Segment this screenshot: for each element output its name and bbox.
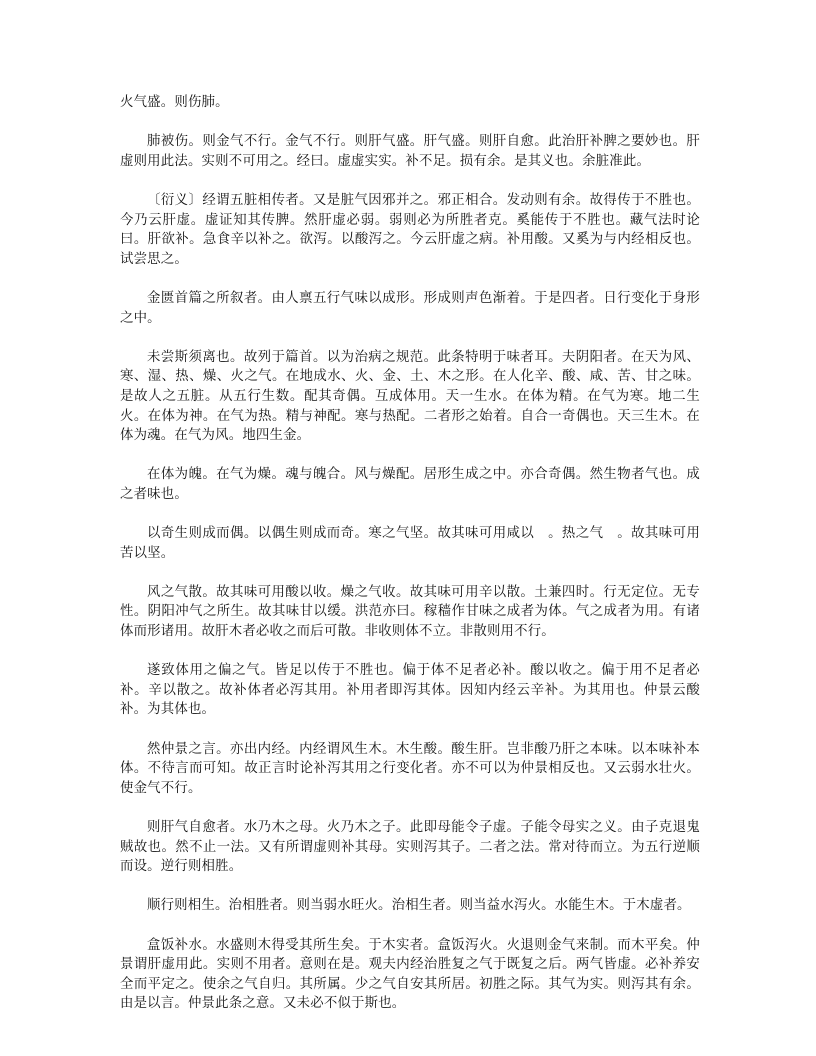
paragraph-8: 风之气散。故其味可用酸以收。燥之气收。故其味可用辛以散。土兼四时。行无定位。无专性。阴阳冲气之所生。故其味甘以缓。洪范亦曰。稼穑作甘味之成者为体。气之成者为用。有诸体而形诸用。故肝木者必收之而后可散。非收则体不立。非散则用不行。	[120, 584, 700, 640]
paragraph-gap	[120, 328, 700, 348]
paragraph-11: 则肝气自愈者。水乃木之母。火乃木之子。此即母能令子虚。子能令母实之义。由子克退鬼贼故也。然不止一法。又有所谓虚则补其母。实则泻其子。二者之法。常对待而立。为五行逆顺而设。逆行则相胜。	[120, 819, 700, 875]
paragraph-gap	[120, 171, 700, 191]
paragraph-4: 金匮首篇之所叙者。由人禀五行气味以成形。形成则声色渐着。于是四者。日行变化于身形之中。	[120, 290, 700, 326]
paragraph-gap	[120, 798, 700, 818]
paragraph-12: 顺行则相生。治相胜者。则当弱水旺火。治相生者。则当益水泻火。水能生木。于木虚者。	[147, 898, 691, 914]
paragraph-13: 盒饭补水。水盛则木得受其所生矣。于木实者。盒饭泻火。火退则金气来制。而木平矣。仲景谓肝虚用此。实则不用者。意则在是。观夫内经治胜复之气于既复之后。两气皆虚。必补养安全而平定之。使余之气自归。其所属。少之气自安其所居。初胜之际。其气为实。则泻其有余。由是以言。仲景此条之意。又未必不似于斯也。	[120, 937, 700, 1012]
paragraph-gap	[120, 113, 700, 133]
paragraph-gap	[120, 504, 700, 524]
paragraph-gap	[120, 642, 700, 662]
paragraph-7: 以奇生则成而偶。以偶生则成而奇。寒之气坚。故其味可用咸以 。热之气 。故其味可用苦以坚。	[120, 526, 700, 561]
paragraph-gap	[120, 877, 700, 897]
paragraph-2: 肺被伤。则金气不行。金气不行。则肝气盛。肝气盛。则肝自愈。此治肝补脾之要妙也。肝虚则用此法。实则不可用之。经曰。虚虚实实。补不足。损有余。是其义也。余脏准此。	[120, 134, 700, 169]
paragraph-6: 在体为魄。在气为燥。魂与魄合。风与燥配。居形生成之中。亦合奇偶。然生物者气也。成之者味也。	[120, 467, 700, 502]
paragraph-9: 遂致体用之偏之气。皆足以传于不胜也。偏于体不足者必补。酸以收之。偏于用不足者必补。辛以散之。故补体者必泻其用。补用者即泻其体。因知内经云辛补。为其用也。仲景云酸补。为其体也。	[120, 663, 700, 718]
paragraph-gap	[120, 269, 700, 289]
paragraph-3: 〔衍义〕经谓五脏相传者。又是脏气因邪并之。邪正相合。发动则有余。故得传于不胜也。今乃云肝虚。虚证知其传脾。然肝虚必弱。弱则必为所胜者克。奚能传于不胜也。藏气法时论曰。肝欲补。急食辛以补之。欲泻。以酸泻之。今云肝虚之病。补用酸。又奚为与内经相反也。试尝思之。	[120, 192, 700, 267]
paragraph-gap	[120, 720, 700, 740]
document-page	[120, 93, 700, 1014]
paragraph-gap	[120, 916, 700, 936]
paragraph-gap	[120, 563, 700, 583]
paragraph-gap	[120, 446, 700, 466]
paragraph-10: 然仲景之言。亦出内经。内经谓风生木。木生酸。酸生肝。岂非酸乃肝之本味。以本味补本体。不待言而可知。故正言时论补泻其用之行变化者。亦不可以为仲景相反也。又云弱水壮火。使金气不行。	[120, 741, 700, 796]
paragraph-5: 未尝斯须离也。故列于篇首。以为治病之规范。此条特明于味者耳。夫阴阳者。在天为风、寒、湿、热、燥、火之气。在地成水、火、金、土、木之形。在人化辛、酸、咸、苦、甘之味。是故人之五脏。从五行生数。配其奇偶。互成体用。天一生水。在体为精。在气为寒。地二生火。在体为神。在气为热。精与神配。寒与热配。二者形之始着。自合一奇偶也。天三生木。在体为魂。在气为风。地四生金。	[120, 349, 700, 444]
paragraph-1: 火气盛。则伤肺。	[120, 95, 229, 110]
